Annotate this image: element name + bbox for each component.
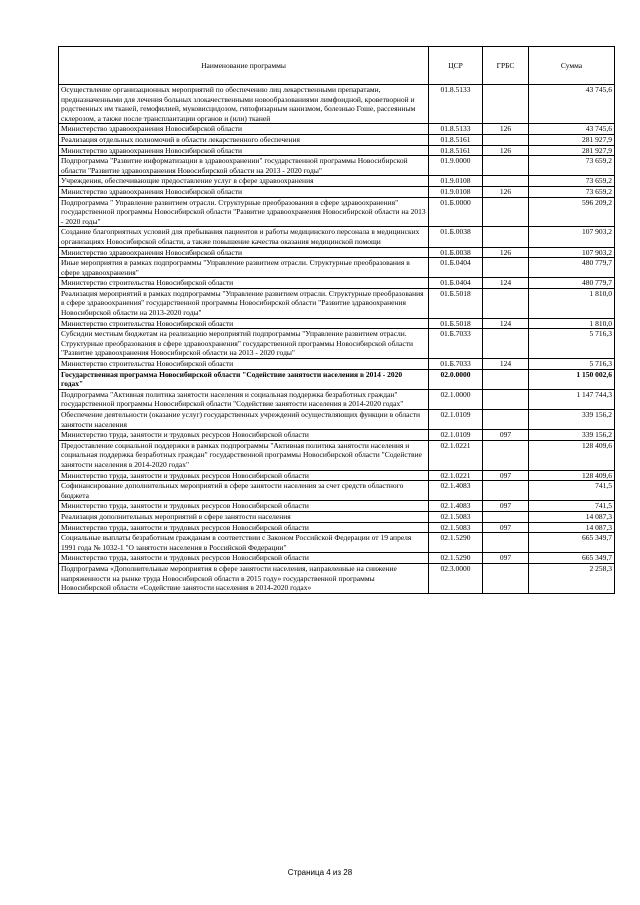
cell-csr: 02.1.5290: [429, 553, 483, 564]
cell-grbs: 126: [483, 124, 529, 135]
cell-name: Министерство труда, занятости и трудовых ресурсов Новосибирской области: [59, 522, 429, 533]
cell-grbs: 124: [483, 278, 529, 289]
cell-sum: 128 409,6: [529, 470, 615, 481]
cell-grbs: [483, 156, 529, 176]
table-row: [59, 176, 615, 187]
table-row: [59, 563, 615, 593]
table-row: [59, 522, 615, 533]
table-row: [59, 124, 615, 135]
cell-sum: 339 156,2: [529, 410, 615, 430]
cell-name: Подпрограмма "Активная политика занятости населения и социальная поддержка безработных граждан" государственной программы Новосибирской области "Содействие занятости населения в 2014-2020 годах": [59, 389, 429, 409]
cell-name: Подпрограмма «Дополнительные мероприятия в сфере занятости населения, направленные на снижение напряженности на рынке труда Новосибирской области в 2015 году» государственной программы Новосибирской области «Содействие занятости населения в 2014-2020 годах»: [59, 563, 429, 593]
table-row: [59, 410, 615, 430]
header-csr: ЦСР: [429, 47, 483, 85]
cell-name: Министерство строительства Новосибирской области: [59, 318, 429, 329]
cell-csr: 02.1.5083: [429, 511, 483, 522]
cell-name: Подпрограмма "Развитие информатизации в здравоохранении" государственной программы Новосибирской области "Развитие здравоохранения Новосибирской области на 2013 - 2020 годы": [59, 156, 429, 176]
cell-csr: 02.1.0109: [429, 410, 483, 430]
cell-sum: 339 156,2: [529, 430, 615, 441]
cell-sum: 43 745,6: [529, 85, 615, 124]
cell-csr: 01.8.5161: [429, 134, 483, 145]
cell-name: Министерство здравоохранения Новосибирской области: [59, 247, 429, 258]
header-sum: Сумма: [529, 47, 615, 85]
cell-sum: 5 716,3: [529, 359, 615, 370]
cell-csr: 02.1.5290: [429, 533, 483, 553]
cell-name: Министерство здравоохранения Новосибирской области: [59, 124, 429, 135]
cell-sum: 5 716,3: [529, 329, 615, 359]
cell-sum: 73 659,2: [529, 176, 615, 187]
table-row: [59, 278, 615, 289]
cell-grbs: [483, 85, 529, 124]
header-grbs: ГРБС: [483, 47, 529, 85]
cell-name: Осуществление организационных мероприятий по обеспечению лиц лекарственными препаратами, предназначенными для лечения больных злокачественными новообразованиями лимфоидной, кроветворной и родственных им тканей, гемофилией, муковисцидозом, гипофизарным нанизмом, болезнью Гоше, рассеянным склерозом, а также после трансплантации органов и (или) тканей: [59, 85, 429, 124]
table-row: [59, 553, 615, 564]
cell-sum: 14 087,3: [529, 522, 615, 533]
cell-sum: 14 087,3: [529, 511, 615, 522]
cell-name: Реализация мероприятий в рамках подпрограммы "Управление развитием отрасли. Структурные преобразования в сфере здравоохранения" государственной программы Новосибирской области "Развитие здравоохранения Новосибирской области на 2013-2020 годы": [59, 288, 429, 318]
table-row: [59, 156, 615, 176]
cell-grbs: 124: [483, 359, 529, 370]
cell-grbs: [483, 511, 529, 522]
header-name: Наименование программы: [59, 47, 429, 85]
cell-name: Подпрограмма " Управление развитием отрасли. Структурные преобразования в сфере здравоохранения" государственной программы Новосибирской области "Развитие здравоохранения Новосибирской области на 2013 - 2020 годы": [59, 197, 429, 227]
table-row: [59, 318, 615, 329]
cell-grbs: [483, 197, 529, 227]
cell-grbs: 097: [483, 470, 529, 481]
cell-name: Субсидии местным бюджетам на реализацию мероприятий подпрограммы "Управление развитием отрасли. Структурные преобразования в сфере здравоохранения" государственной программы Новосибирской области "Развитие здравоохранения Новосибирской области на 2013 - 2020 годы": [59, 329, 429, 359]
page-number: Страница 4 из 28: [287, 868, 353, 877]
cell-sum: 73 659,2: [529, 156, 615, 176]
cell-name: Создание благоприятных условий для пребывания пациентов и работы медицинского персонала в медицинских организациях Новосибирской области, а также повышение качества оказания медицинской помощи: [59, 227, 429, 247]
cell-csr: 01.Б.7033: [429, 329, 483, 359]
cell-csr: 02.1.0221: [429, 470, 483, 481]
cell-grbs: 097: [483, 430, 529, 441]
cell-sum: 281 927,9: [529, 145, 615, 156]
table-row: [59, 470, 615, 481]
cell-sum: 665 349,7: [529, 553, 615, 564]
table-row: [59, 481, 615, 501]
cell-name: Министерство труда, занятости и трудовых ресурсов Новосибирской области: [59, 501, 429, 512]
table-row: [59, 186, 615, 197]
cell-csr: 01.8.5133: [429, 124, 483, 135]
cell-grbs: 126: [483, 247, 529, 258]
cell-csr: 01.Б.0000: [429, 197, 483, 227]
cell-grbs: [483, 481, 529, 501]
table-row: [59, 440, 615, 470]
cell-csr: 02.0.0000: [429, 369, 483, 389]
cell-name: Министерство строительства Новосибирской области: [59, 278, 429, 289]
table-row: [59, 533, 615, 553]
cell-name: Министерство здравоохранения Новосибирской области: [59, 145, 429, 156]
cell-grbs: [483, 288, 529, 318]
cell-sum: 596 209,2: [529, 197, 615, 227]
table-row: [59, 369, 615, 389]
cell-csr: 02.1.4083: [429, 481, 483, 501]
cell-csr: 01.8.5133: [429, 85, 483, 124]
cell-csr: 02.1.5083: [429, 522, 483, 533]
table-row: [59, 430, 615, 441]
cell-grbs: 126: [483, 186, 529, 197]
cell-name: Министерство труда, занятости и трудовых ресурсов Новосибирской области: [59, 470, 429, 481]
cell-name: Иные мероприятия в рамках подпрограммы "Управление развитием отрасли. Структурные преобразования в сфере здравоохранения": [59, 258, 429, 278]
cell-sum: 1 147 744,3: [529, 389, 615, 409]
cell-grbs: 097: [483, 522, 529, 533]
cell-name: Реализация дополнительных мероприятий в сфере занятости населения: [59, 511, 429, 522]
cell-name: Обеспечение деятельности (оказание услуг) государственных учреждений осуществляющих функции в области занятости населения: [59, 410, 429, 430]
cell-grbs: [483, 410, 529, 430]
cell-name: Учреждения, обеспечивающие предоставление услуг в сфере здравоохранения: [59, 176, 429, 187]
table-row: [59, 85, 615, 124]
cell-grbs: [483, 533, 529, 553]
cell-sum: 128 409,6: [529, 440, 615, 470]
cell-sum: 281 927,9: [529, 134, 615, 145]
cell-grbs: [483, 258, 529, 278]
cell-csr: 01.Б.7033: [429, 359, 483, 370]
cell-name: Министерство здравоохранения Новосибирской области: [59, 186, 429, 197]
cell-grbs: [483, 227, 529, 247]
table-body: [59, 85, 615, 594]
cell-csr: 01.9.0108: [429, 176, 483, 187]
cell-sum: 480 779,7: [529, 278, 615, 289]
cell-grbs: [483, 329, 529, 359]
table-row: [59, 227, 615, 247]
table-row: [59, 359, 615, 370]
cell-sum: 665 349,7: [529, 533, 615, 553]
cell-grbs: 097: [483, 501, 529, 512]
cell-sum: 480 779,7: [529, 258, 615, 278]
cell-csr: 02.3.0000: [429, 563, 483, 593]
cell-csr: 02.1.0221: [429, 440, 483, 470]
cell-sum: 73 659,2: [529, 186, 615, 197]
cell-csr: 01.Б.5018: [429, 318, 483, 329]
cell-sum: 1 150 002,6: [529, 369, 615, 389]
cell-sum: 2 258,3: [529, 563, 615, 593]
table-row: [59, 247, 615, 258]
table-row: [59, 197, 615, 227]
cell-csr: 02.1.0109: [429, 430, 483, 441]
cell-sum: 107 903,2: [529, 247, 615, 258]
budget-table: [58, 46, 615, 594]
cell-name: Софинансирование дополнительных мероприятий в сфере занятости населения за счет средств областного бюджета: [59, 481, 429, 501]
cell-sum: 741,5: [529, 481, 615, 501]
cell-grbs: [483, 134, 529, 145]
table-row: [59, 145, 615, 156]
cell-csr: 02.1.4083: [429, 501, 483, 512]
cell-csr: 01.Б.0404: [429, 258, 483, 278]
cell-grbs: [483, 176, 529, 187]
header-row: [59, 47, 615, 85]
cell-csr: 01.Б.0038: [429, 227, 483, 247]
cell-csr: 01.9.0000: [429, 156, 483, 176]
table-row: [59, 329, 615, 359]
cell-csr: 01.9.0108: [429, 186, 483, 197]
table-row: [59, 511, 615, 522]
cell-grbs: [483, 440, 529, 470]
table-row: [59, 134, 615, 145]
cell-name: Министерство труда, занятости и трудовых ресурсов Новосибирской области: [59, 430, 429, 441]
table-row: [59, 258, 615, 278]
cell-grbs: 124: [483, 318, 529, 329]
cell-csr: 02.1.0000: [429, 389, 483, 409]
cell-grbs: [483, 389, 529, 409]
cell-name: Государственная программа Новосибирской области "Содействие занятости населения в 2014 - 2020 годах": [59, 369, 429, 389]
cell-name: Реализация отдельных полномочий в области лекарственного обеспечения: [59, 134, 429, 145]
cell-grbs: 097: [483, 553, 529, 564]
cell-csr: 01.8.5161: [429, 145, 483, 156]
table-row: [59, 288, 615, 318]
cell-sum: 741,5: [529, 501, 615, 512]
cell-name: Предоставление социальной поддержки в рамках подпрограммы "Активная политика занятости населения и социальная поддержка безработных граждан" государственной программы Новосибирской области "Содействие занятости населения в 2014-2020 годах": [59, 440, 429, 470]
table-row: [59, 501, 615, 512]
cell-grbs: [483, 563, 529, 593]
cell-csr: 01.Б.0038: [429, 247, 483, 258]
table-row: [59, 389, 615, 409]
cell-grbs: 126: [483, 145, 529, 156]
cell-csr: 01.Б.5018: [429, 288, 483, 318]
cell-name: Министерство труда, занятости и трудовых ресурсов Новосибирской области: [59, 553, 429, 564]
cell-grbs: [483, 369, 529, 389]
cell-name: Министерство строительства Новосибирской области: [59, 359, 429, 370]
cell-sum: 107 903,2: [529, 227, 615, 247]
cell-sum: 1 810,0: [529, 318, 615, 329]
cell-csr: 01.Б.0404: [429, 278, 483, 289]
cell-name: Социальные выплаты безработным гражданам в соответствии с Законом Российской Федерации от 19 апреля 1991 года № 1032-1 "О занятости населения в Российской Федерации": [59, 533, 429, 553]
cell-sum: 43 745,6: [529, 124, 615, 135]
cell-sum: 1 810,0: [529, 288, 615, 318]
